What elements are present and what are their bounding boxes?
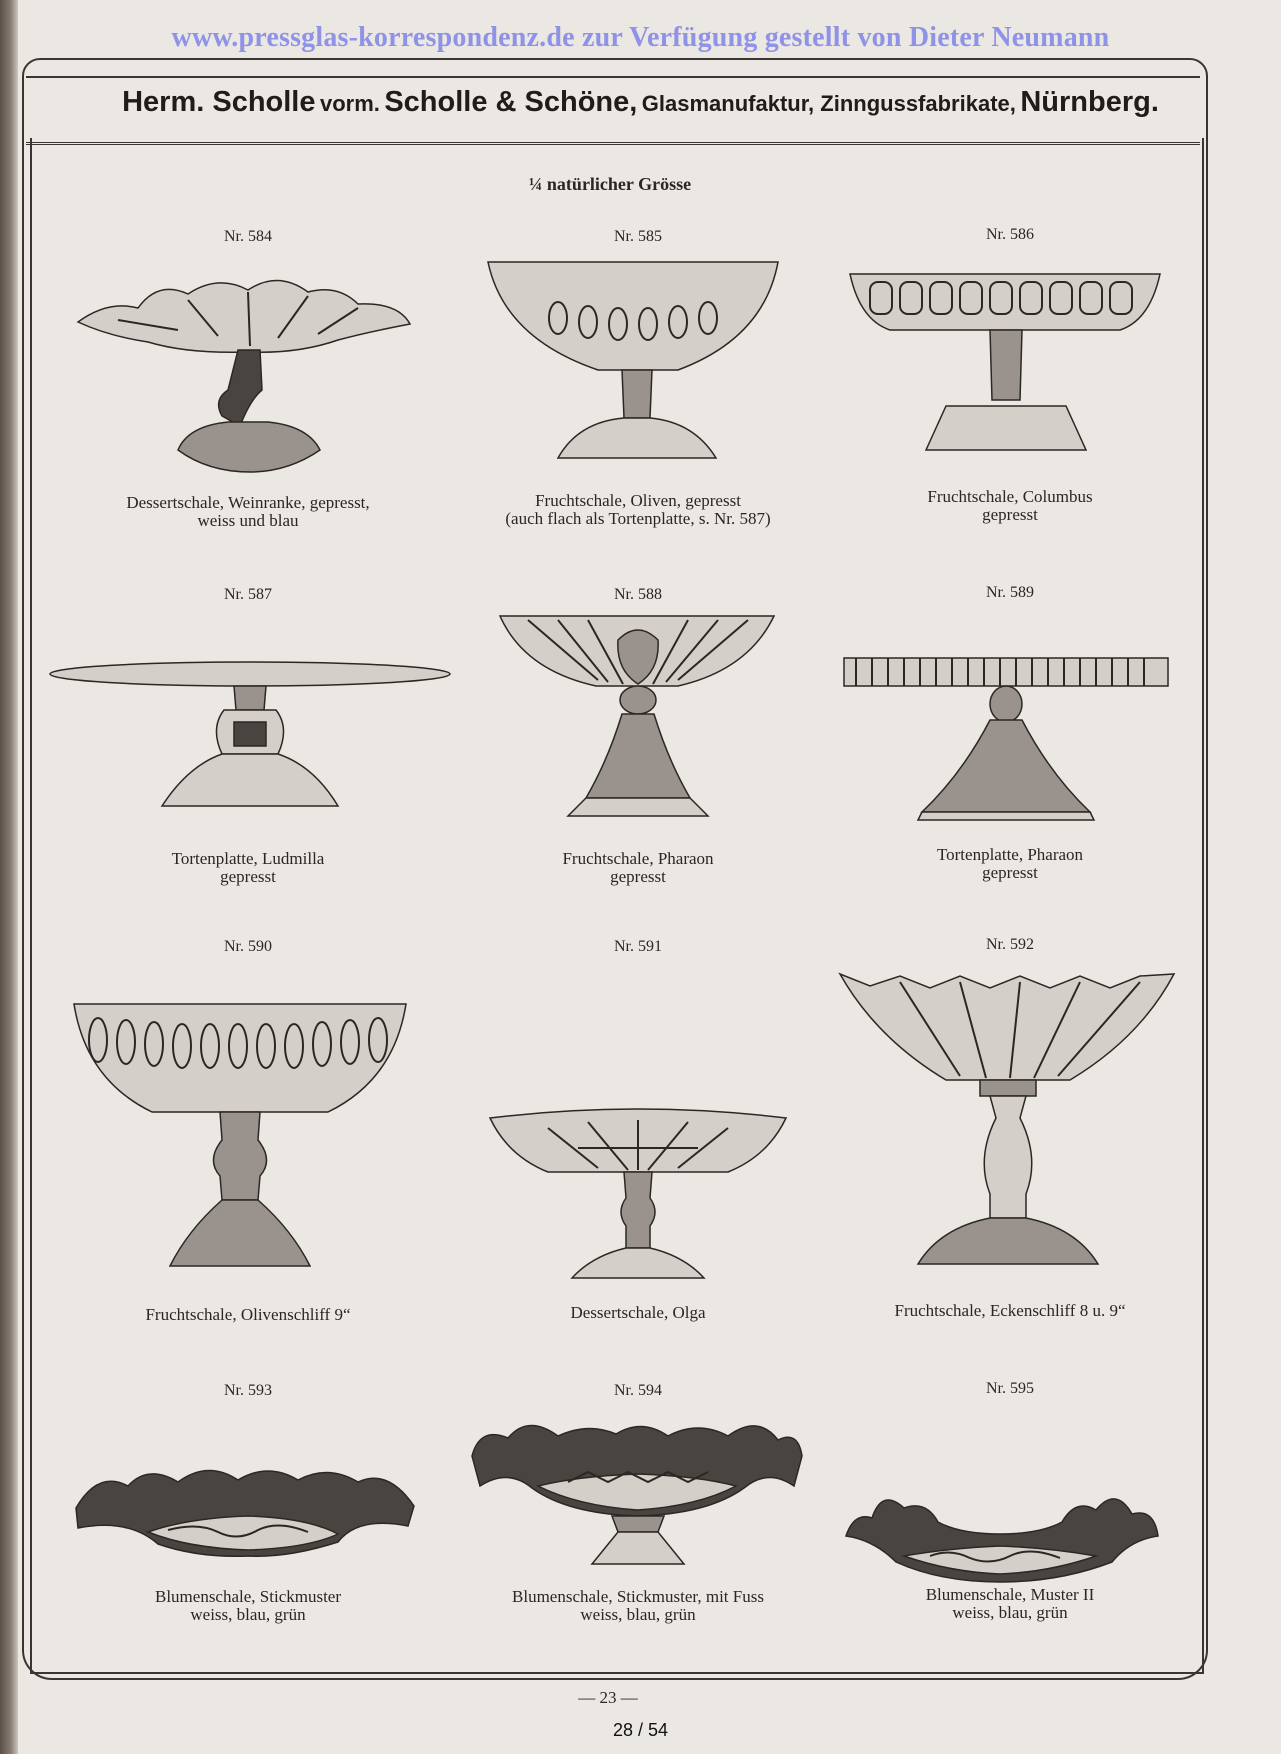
catalog-item-595 (800, 1380, 1220, 1620)
page-counter: 28 / 54 (612, 1720, 669, 1740)
header-vorm: vorm. (319, 91, 380, 116)
item-caption-line1: Dessertschale, Olga (570, 1303, 706, 1322)
item-caption-line1: Dessertschale, Weinranke, gepresst, (126, 493, 370, 512)
item-caption-line2: gepresst (982, 505, 1038, 524)
catalog-item-594 (428, 1382, 848, 1622)
item-caption-line1: Blumenschale, Stickmuster, mit Fuss (512, 1587, 764, 1606)
item-caption-line1: Blumenschale, Muster II (925, 1585, 1095, 1604)
catalog-item-593 (38, 1382, 458, 1622)
ruffled-low-bowl-icon (800, 1478, 1220, 1588)
item-caption-line1: Fruchtschale, Eckenschliff 8 u. 9“ (894, 1301, 1126, 1320)
item-number: Nr. 588 (614, 586, 662, 603)
item-caption-line2: gepresst (610, 867, 666, 886)
watermark-text: www.pressglas-korrespondenz.de zur Verfügung gestellt von Dieter Neumann (171, 22, 1110, 53)
catalog-item-589 (800, 584, 1220, 884)
header-city: Nürnberg. (1020, 86, 1159, 118)
olga-dish-icon (428, 1108, 848, 1298)
olive-bowl-icon (428, 258, 848, 488)
catalog-item-591 (428, 938, 848, 1328)
page-header (0, 86, 1281, 119)
item-caption-line1: Blumenschale, Stickmuster (154, 1587, 342, 1606)
corner-cut-bowl-icon (800, 968, 1220, 1298)
item-number: Nr. 592 (986, 936, 1034, 953)
catalog-item-584 (38, 228, 458, 538)
leaf-dish-icon (38, 250, 458, 500)
page-number: — 23 — (578, 1688, 638, 1707)
item-caption-line1: Fruchtschale, Pharaon (562, 849, 714, 868)
item-number: Nr. 594 (614, 1382, 662, 1399)
header-firm: Scholle & Schöne, (384, 86, 638, 118)
item-number: Nr. 587 (224, 586, 272, 603)
item-number: Nr. 595 (986, 1380, 1034, 1397)
scale-note: ¼ natürlicher Grösse (528, 174, 692, 194)
pharaon-bowl-icon (428, 610, 848, 840)
catalog-item-588 (428, 586, 848, 886)
catalog-item-592 (800, 936, 1220, 1326)
book-spine-shadow (0, 0, 18, 1754)
item-caption-line1: Tortenplatte, Ludmilla (171, 849, 325, 868)
item-number: Nr. 586 (986, 226, 1034, 243)
item-number: Nr. 593 (224, 1382, 272, 1399)
item-caption-line1: Fruchtschale, Oliven, gepresst (535, 491, 741, 510)
item-caption-line1: Fruchtschale, Olivenschliff 9“ (145, 1305, 351, 1324)
item-number: Nr. 590 (224, 938, 272, 955)
catalog-item-585 (428, 228, 848, 538)
item-caption-line2: weiss, blau, grün (952, 1603, 1068, 1622)
ruffled-footed-bowl-icon (428, 1416, 848, 1586)
pharaon-plate-icon (800, 654, 1220, 844)
item-caption-line2: (auch flach als Tortenplatte, s. Nr. 587) (505, 509, 771, 528)
header-name: Herm. Scholle (122, 86, 316, 118)
item-caption-line1: Tortenplatte, Pharaon (936, 845, 1084, 864)
catalog-item-586 (800, 226, 1220, 536)
catalog-item-590 (38, 938, 458, 1328)
catalog-item-587 (38, 586, 458, 886)
ruffled-bowl-icon (38, 1458, 458, 1588)
item-caption-line2: weiss, blau, grün (190, 1605, 306, 1624)
item-number: Nr. 584 (224, 228, 272, 245)
item-caption-line2: weiss und blau (197, 511, 299, 530)
olive-cut-bowl-icon (38, 1000, 458, 1300)
item-caption-line2: gepresst (220, 867, 276, 886)
item-number: Nr. 591 (614, 938, 662, 955)
item-caption-line2: weiss, blau, grün (580, 1605, 696, 1624)
columbus-bowl-icon (800, 270, 1220, 480)
item-number: Nr. 589 (986, 584, 1034, 601)
header-trade: Glasmanufaktur, Zinngussfabrikate, (641, 91, 1016, 116)
item-number: Nr. 585 (614, 228, 662, 245)
item-caption-line2: gepresst (982, 863, 1038, 882)
item-caption-line1: Fruchtschale, Columbus (927, 487, 1093, 506)
cake-plate-icon (38, 658, 458, 838)
